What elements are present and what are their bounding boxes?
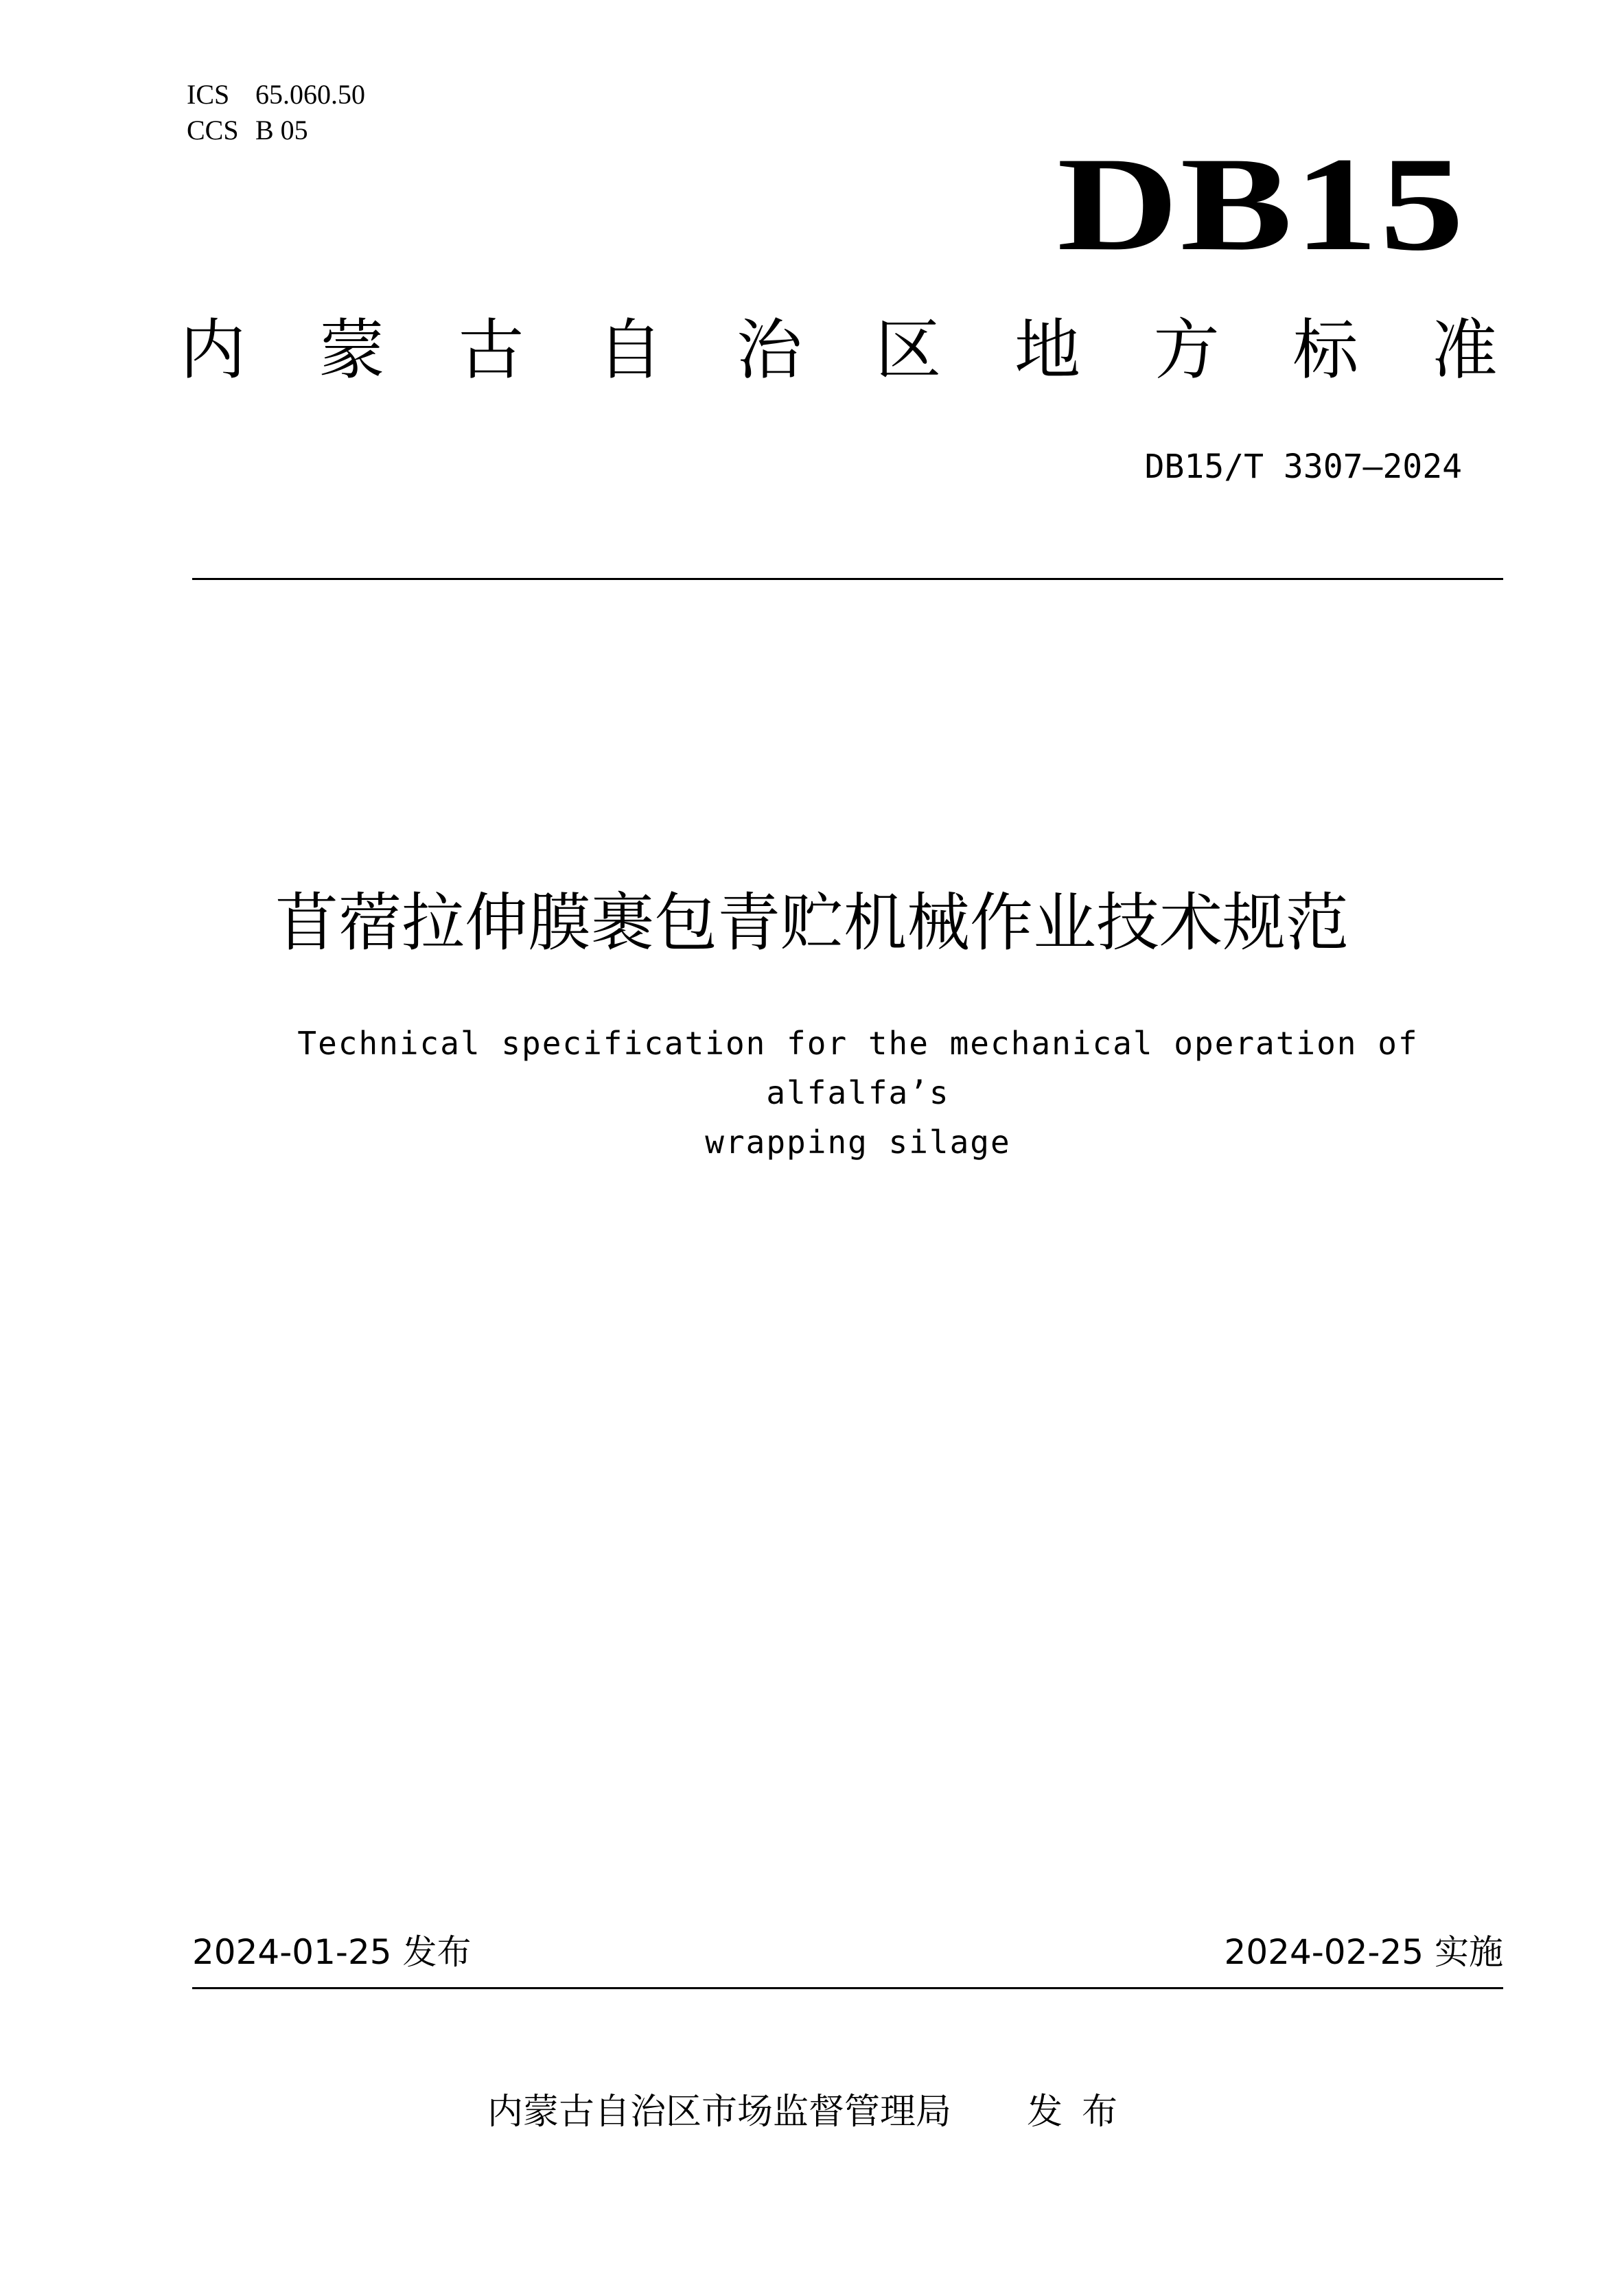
- ccs-line: [187, 113, 365, 148]
- english-title: [206, 1019, 1510, 1167]
- ics-value: 65.060.50: [255, 79, 365, 110]
- standard-type-char: 区: [875, 312, 942, 389]
- english-title-line-1: Technical specification for the mechanical operation of alfalfa’s: [297, 1025, 1419, 1111]
- standard-type-heading: [180, 312, 1498, 388]
- issuer-line: [0, 2088, 1624, 2136]
- ccs-value: B 05: [255, 115, 308, 146]
- standard-type-char: 方: [1153, 312, 1220, 389]
- english-title-line-2: wrapping silage: [705, 1124, 1011, 1161]
- ics-line: [187, 77, 365, 113]
- standard-type-char: 准: [1431, 312, 1498, 389]
- standard-type-char: 治: [736, 312, 802, 389]
- ccs-label: CCS: [187, 115, 239, 146]
- standard-number: DB15/T 3307—2024: [1144, 448, 1462, 486]
- top-divider: [192, 578, 1503, 580]
- db-code-logo: DB15: [1057, 130, 1466, 279]
- standard-type-char: 自: [596, 312, 663, 389]
- chinese-title: 苜蓿拉伸膜裹包青贮机械作业技术规范: [275, 886, 1349, 960]
- issue-date: 2024-01-25 发布: [192, 1932, 472, 1972]
- standard-type-char: 古: [458, 312, 524, 389]
- ics-label: ICS: [187, 79, 230, 110]
- issuer-name: 内蒙古自治区市场监督管理局: [487, 2091, 951, 2133]
- standard-type-char: 蒙: [318, 312, 385, 389]
- bottom-divider: [192, 1987, 1503, 1989]
- classification-codes: [187, 77, 365, 148]
- standard-type-char: 标: [1292, 312, 1359, 389]
- implementation-date: 2024-02-25 实施: [1224, 1932, 1503, 1972]
- standard-type-char: 内: [180, 312, 246, 389]
- issuer-action: 发布: [1027, 2091, 1137, 2133]
- standard-type-char: 地: [1014, 312, 1080, 389]
